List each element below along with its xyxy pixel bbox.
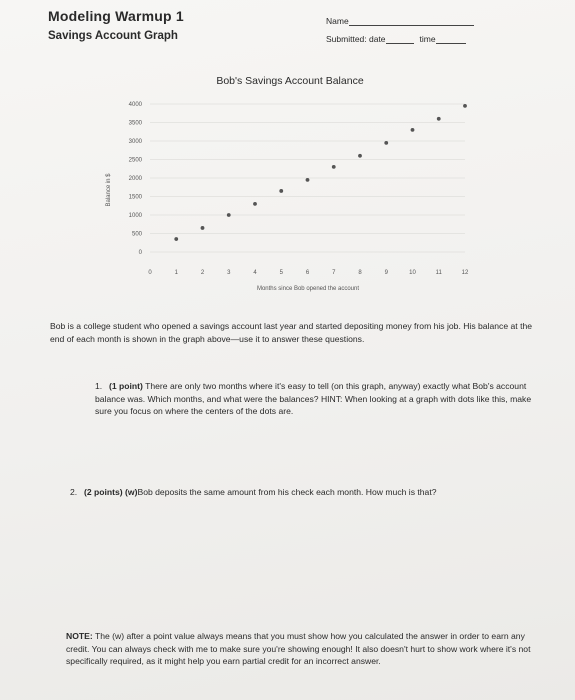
x-axis-label: Months since Bob opened the account [256, 286, 360, 292]
question-2-points: (2 points) (w) [84, 487, 138, 497]
data-point [463, 104, 467, 108]
x-tick-label: 5 [279, 270, 283, 276]
time-label: time [419, 34, 436, 44]
x-tick-label: 10 [409, 270, 416, 276]
x-tick-label: 2 [200, 270, 205, 276]
data-point [358, 154, 362, 158]
date-blank [386, 34, 414, 44]
data-point [227, 213, 231, 217]
x-tick-label: 0 [148, 270, 152, 276]
data-point [174, 237, 178, 241]
x-tick-label: 1 [174, 270, 178, 276]
x-tick-label: 12 [461, 270, 469, 276]
x-tick-label: 3 [227, 270, 231, 276]
intro-paragraph: Bob is a college student who opened a savings account last year and started depositing money from his job. His balance at the end of each month is shown in the graph above—use it to answer these questions. [50, 321, 533, 344]
worksheet-title: Modeling Warmup 1 [48, 8, 184, 24]
chart-title: Bob's Savings Account Balance [216, 75, 364, 87]
data-point [201, 226, 205, 230]
data-point [332, 165, 336, 169]
x-tick-label: 8 [358, 270, 362, 276]
data-point [279, 189, 283, 193]
data-point [306, 178, 310, 182]
student-info [326, 10, 474, 44]
x-tick-label: 6 [305, 270, 310, 276]
worksheet-subtitle: Savings Account Graph [48, 30, 178, 42]
y-axis-label: Balance in $ [106, 173, 112, 207]
data-points [174, 104, 467, 241]
question-2-text: Bob deposits the same amount from his check each month. How much is that? [137, 487, 437, 497]
x-tick-label: 9 [384, 270, 388, 276]
y-tick-label: 2500 [128, 157, 142, 164]
y-tick-label: 2000 [128, 176, 142, 182]
y-tick-label: 500 [131, 231, 142, 238]
question-1-points: (1 point) [109, 381, 143, 391]
title-block [48, 8, 184, 42]
x-tick-label: 4 [253, 270, 257, 276]
question-1-text: There are only two months where it's easy to tell (on this graph, anyway) exactly what Bob's account balance was. Which months, and what were the balances? HINT: When looking at a graph with dots like this, make sure you focus on where the centers of the dots are. [95, 381, 532, 416]
data-point [411, 128, 415, 132]
submitted-label: Submitted: date [326, 34, 386, 44]
question-2 [70, 486, 530, 499]
data-point [437, 117, 441, 121]
question-1-number: 1. [95, 381, 103, 391]
question-1 [95, 380, 535, 418]
name-label: Name [326, 16, 349, 26]
y-tick-label: 3000 [128, 139, 142, 145]
y-tick-label: 1000 [128, 213, 142, 219]
y-tick-label: 4000 [128, 102, 142, 108]
data-point [253, 202, 257, 206]
y-tick-label: 3500 [128, 120, 142, 127]
balance-chart [100, 90, 480, 300]
y-tick-labels [129, 102, 143, 256]
note-label: NOTE: [66, 631, 93, 641]
name-blank [349, 16, 474, 26]
note-text: The (w) after a point value always means that you must show how you calculated the answer in order to earn any credit. You can always check with me to make sure you're showing enough! It also doesn't hurt to show work where it's not specifically required, as it might help you earn partial credit for an incorrect answer. [66, 631, 531, 666]
question-2-number: 2. [70, 487, 78, 497]
data-point [384, 141, 388, 145]
time-blank [436, 34, 466, 44]
y-tick-label: 1500 [128, 194, 142, 201]
note-paragraph [66, 630, 541, 668]
y-tick-label: 0 [138, 250, 142, 256]
x-tick-label: 11 [435, 270, 442, 276]
x-tick-labels [148, 270, 469, 276]
x-tick-label: 7 [332, 270, 336, 276]
